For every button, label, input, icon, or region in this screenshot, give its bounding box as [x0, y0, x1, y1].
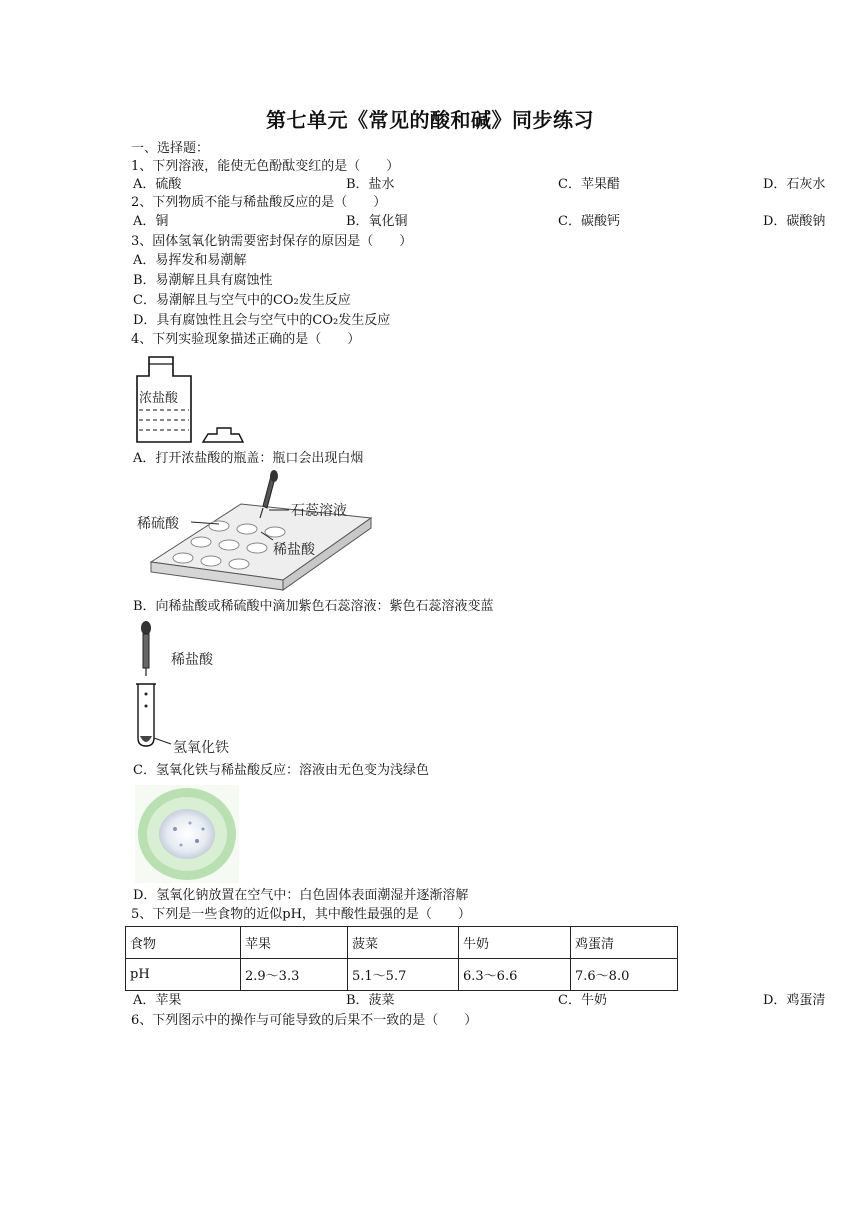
speck-3	[189, 822, 192, 825]
q5-option-a: A．苹果	[133, 993, 182, 1008]
q5-option-b: B．菠菜	[346, 993, 395, 1008]
dropper-tube	[143, 634, 149, 668]
q4-stem: 4、下列实验现象描述正确的是（ ）	[131, 332, 361, 347]
bottle-label: 浓盐酸	[139, 391, 179, 406]
table-cell: 5.1～5.7	[348, 959, 459, 991]
table-cell: 苹果	[241, 927, 348, 959]
ph-table	[125, 926, 678, 991]
well-3	[265, 527, 285, 537]
q3-option-b: B．易潮解且具有腐蚀性	[133, 273, 273, 288]
q4-option-d: D．氢氧化钠放置在空气中：白色固体表面潮湿并逐渐溶解	[133, 888, 469, 903]
q1-option-d: D．石灰水	[763, 177, 826, 192]
label-litmus: 石蕊溶液	[291, 503, 347, 519]
well-9	[229, 559, 249, 569]
q1-option-b: B．盐水	[346, 177, 395, 192]
q2-option-d: D．碳酸钠	[763, 214, 826, 229]
test-tube-figure	[135, 620, 265, 758]
q4-option-b: B．向稀盐酸或稀硫酸中滴加紫色石蕊溶液：紫色石蕊溶液变蓝	[133, 599, 494, 614]
well-2	[237, 524, 257, 534]
table-cell: 7.6～8.0	[571, 959, 678, 991]
q3-stem: 3、固体氢氧化钠需要密封保存的原因是（ ）	[131, 234, 413, 249]
speck-1	[173, 827, 177, 831]
q5-stem: 5、下列是一些食物的近似pH，其中酸性最强的是（ ）	[131, 907, 471, 922]
drop-1	[145, 693, 148, 696]
table-cell: 6.3～6.6	[459, 959, 571, 991]
q5-option-c: C．牛奶	[558, 993, 607, 1008]
q1-option-c: C．苹果醋	[558, 177, 620, 192]
q1-stem: 1、下列溶液，能使无色酚酞变红的是（ ）	[131, 159, 400, 174]
drop-2	[145, 705, 148, 708]
well-6	[247, 543, 267, 553]
q1-option-a: A．硫酸	[133, 177, 182, 192]
page-title: 第七单元《常见的酸和碱》同步练习	[266, 108, 594, 132]
table-row	[126, 927, 678, 959]
dropper-bulb	[270, 470, 278, 482]
table-cell: pH	[126, 959, 241, 991]
label-dilute-hcl: 稀盐酸	[171, 652, 213, 668]
speck-4	[180, 844, 183, 847]
well-1	[209, 521, 229, 531]
table-cell: 牛奶	[459, 927, 571, 959]
table-cell: 食物	[126, 927, 241, 959]
well-4	[191, 537, 211, 547]
label-dilute-h2so4: 稀硫酸	[137, 516, 179, 532]
speck-5	[202, 828, 205, 831]
well-5	[219, 540, 239, 550]
q5-option-d: D．鸡蛋清	[763, 993, 826, 1008]
naoh-solid	[159, 809, 215, 859]
q4-option-a: A．打开浓盐酸的瓶盖：瓶口会出现白烟	[133, 451, 364, 466]
q4-option-c: C．氢氧化铁与稀盐酸反应：溶液由无色变为浅绿色	[133, 763, 429, 778]
bottle-stopper	[203, 428, 243, 442]
q2-stem: 2、下列物质不能与稀盐酸反应的是（ ）	[131, 195, 387, 210]
q3-option-d: D．具有腐蚀性且会与空气中的CO₂发生反应	[133, 313, 391, 328]
table-cell: 2.9～3.3	[241, 959, 348, 991]
section-heading: 一、选择题：	[131, 141, 210, 156]
dropper-bulb	[141, 621, 151, 635]
table-cell: 菠菜	[348, 927, 459, 959]
well-7	[173, 553, 193, 563]
q6-stem: 6、下列图示中的操作与可能导致的后果不一致的是（ ）	[131, 1013, 478, 1028]
q2-option-b: B．氧化铜	[346, 214, 408, 229]
q2-option-c: C．碳酸钙	[558, 214, 620, 229]
speck-2	[195, 839, 199, 843]
petri-dish-figure	[135, 785, 239, 883]
q2-option-a: A．铜	[133, 214, 169, 229]
leader-line	[154, 738, 171, 744]
well-8	[201, 556, 221, 566]
table-cell: 鸡蛋清	[571, 927, 678, 959]
label-iron-hydroxide: 氢氧化铁	[173, 740, 229, 756]
q3-option-c: C．易潮解且与空气中的CO₂发生反应	[133, 293, 351, 308]
table-row	[126, 959, 678, 991]
spot-plate-figure	[133, 470, 373, 594]
hcl-bottle-figure	[135, 354, 250, 446]
q3-option-a: A．易挥发和易潮解	[133, 253, 247, 268]
label-dilute-hcl: 稀盐酸	[273, 542, 315, 558]
